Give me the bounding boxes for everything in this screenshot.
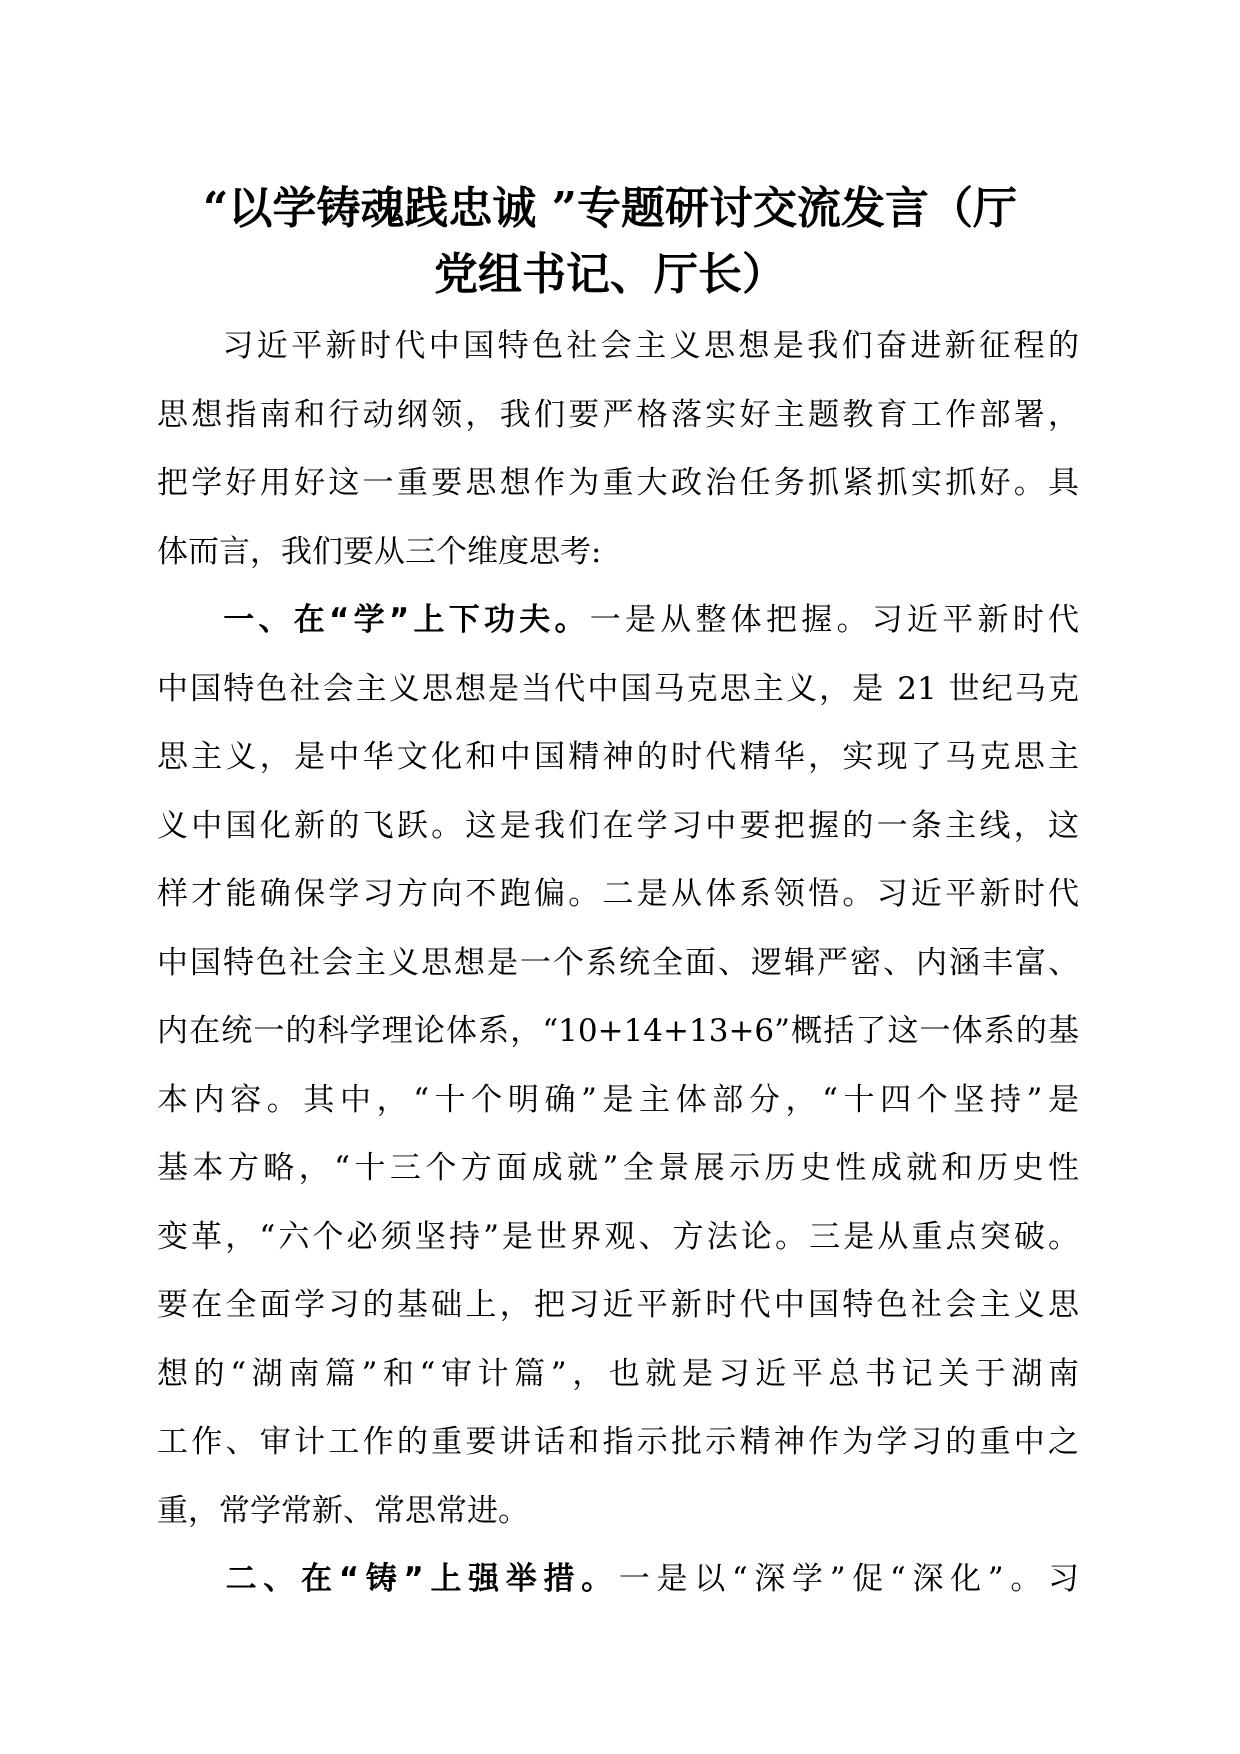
- paragraph-line: 工作、审计工作的重要讲话和指示批示精神作为学习的重中之: [157, 1424, 1079, 1460]
- paragraph-line: 样才能确保学习方向不跑偏。二是从体系领悟。习近平新时代: [157, 876, 1079, 912]
- section-2-first-line-rest: 一是以“深学”促“深化”。习: [618, 1561, 1079, 1597]
- title-line-2: 党组书记、厅长）: [434, 249, 786, 300]
- intro-line-1: 习近平新时代中国特色社会主义思想是我们奋进新征程的: [219, 328, 1079, 364]
- paragraph-line: 要在全面学习的基础上，把习近平新时代中国特色社会主义思: [157, 1287, 1079, 1323]
- section-2-heading: 二、在“铸”上强举措。: [219, 1561, 619, 1597]
- paragraph-line: 本内容。其中，“十个明确”是主体部分，“十四个坚持”是: [157, 1081, 1079, 1118]
- paragraph-line: 内在统一的科学理论体系，“10+14+13+6”概括了这一体系的基: [157, 1013, 1079, 1049]
- paragraph-line: 中国特色社会主义思想是一个系统全面、逻辑严密、内涵丰富、: [157, 944, 1079, 981]
- paragraph-line: 基本方略，“十三个方面成就”全景展示历史性成就和历史性: [157, 1150, 1079, 1186]
- paragraph-line: 把学好用好这一重要思想作为重大政治任务抓紧抓实抓好。具: [157, 465, 1079, 501]
- section-1-first-line: [157, 586, 1079, 655]
- paragraph-line: 思想指南和行动纲领，我们要严格落实好主题教育工作部署，: [157, 396, 1079, 433]
- title-line-1: “以学铸魂践忠诚 ”专题研讨交流发言（厅: [203, 183, 1017, 234]
- paragraph-line: 想的“湖南篇”和“审计篇”，也就是习近平总书记关于湖南: [157, 1355, 1079, 1392]
- paragraph-line: 重，常学常新、常思常进。: [157, 1492, 529, 1529]
- section-1-first-line-rest: 一是从整体把握。习近平新时代: [589, 602, 1079, 638]
- paragraph-line: [157, 312, 1079, 381]
- paragraph-line: 中国特色社会主义思想是当代中国马克思主义，是 21 世纪马克: [157, 670, 1079, 707]
- document-title: [150, 176, 1070, 308]
- section-1-heading: 一、在“学”上下功夫。: [219, 602, 590, 638]
- section-2-first-line: [157, 1545, 1079, 1614]
- paragraph-line: 思主义，是中华文化和中国精神的时代精华，实现了马克思主: [157, 739, 1079, 775]
- paragraph-line: 体而言，我们要从三个维度思考:: [157, 533, 602, 570]
- paragraph-line: 义中国化新的飞跃。这是我们在学习中要把握的一条主线，这: [157, 807, 1079, 844]
- paragraph-line: 变革，“六个必须坚持”是世界观、方法论。三是从重点突破。: [157, 1218, 1079, 1255]
- document-body: [157, 312, 1079, 1614]
